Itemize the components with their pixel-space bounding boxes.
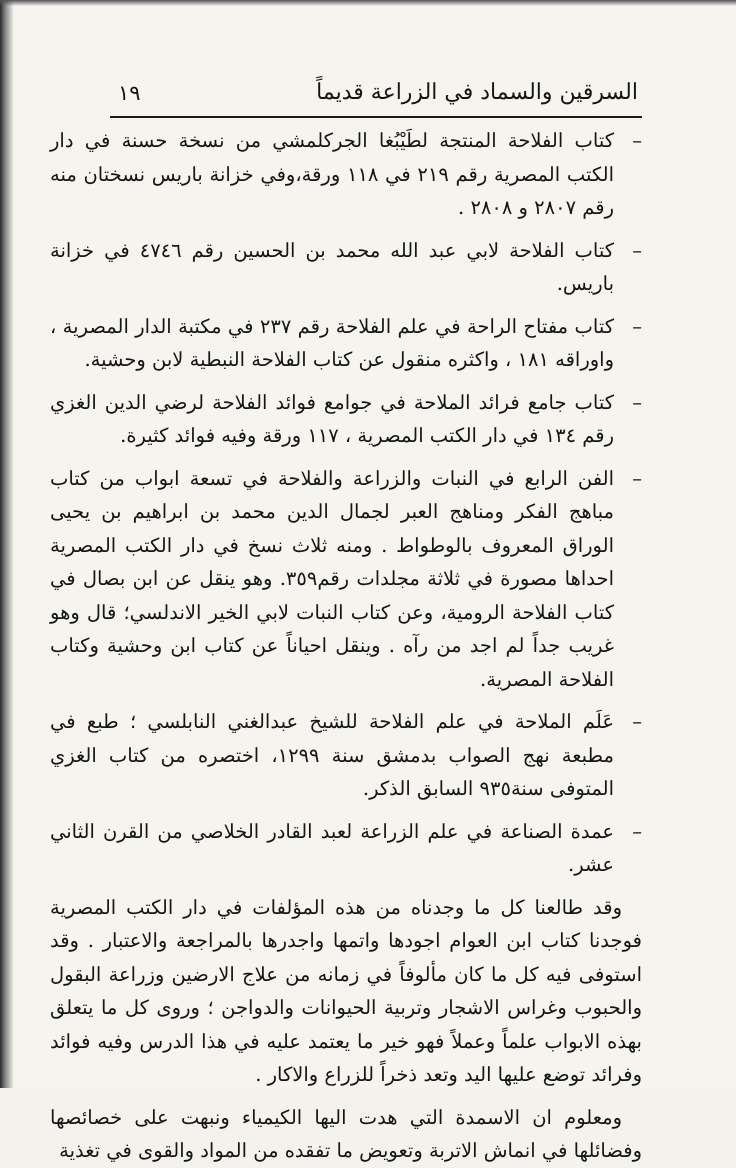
list-dash: – xyxy=(632,710,642,733)
list-item-text: كتاب الفلاحة المنتجة لطَيْبُغا الجركلمشي من نسخة حسنة في دار الكتب المصرية رقم ٢١٩ في ١١٨ ورقة،وفي خزانة باريس نسختان منه رقم ٢٨٠٧ و ٢٨٠٨ . xyxy=(50,129,614,219)
list-item-text: عمدة الصناعة في علم الزراعة لعبد القادر الخلاصي من القرن الثاني عشر. xyxy=(50,819,614,876)
list-item xyxy=(50,815,642,882)
header-rule xyxy=(110,116,642,118)
list-item-text: كتاب الفلاحة لابي عبد الله محمد بن الحسين رقم ٤٧٤٦ في خزانة باريس. xyxy=(50,238,614,295)
list-item xyxy=(50,705,642,806)
list-dash: – xyxy=(632,390,642,414)
list-dash: – xyxy=(632,314,642,338)
page-shadow-top xyxy=(0,0,736,6)
list-item xyxy=(50,234,642,301)
list-dash: – xyxy=(632,819,642,843)
page-shadow-left xyxy=(0,0,14,1088)
list-dash: – xyxy=(632,129,642,152)
list-item xyxy=(50,386,642,453)
list-item-text: عَلَم الملاحة في علم الفلاحة للشيخ عبدالغني النابلسي ؛ طبع في مطبعة نهج الصواب بدمشق سنة ١٢٩٩، اختصره من كتاب الغزي المتوفى سنة٩٣٥ السابق الذكر. xyxy=(50,710,614,800)
list-dash: – xyxy=(632,238,642,262)
body-paragraph: وقد طالعنا كل ما وجدناه من هذه المؤلفات في دار الكتب المصرية فوجدنا كتاب ابن العوام اجودها واتمها واجدرها بالمراجعة والاعتبار . وقد استوفى فيه كل ما كان مألوفاً في زمانه من علاج الارضين وزراعة البقول والحبوب وغراس الاشجار وتربية الحيوانات والدواجن ؛ وروى كل ما يتعلق بهذه الابواب علماً وعملاً فهو خير ما يعتمد عليه في هذا الدرس وفيه فوائد وفرائد توضع عليها اليد وتعد ذخراً للزراع والاكار . xyxy=(50,895,642,1086)
page-header xyxy=(118,78,638,112)
running-title: السرقين والسماد في الزراعة قديماً xyxy=(316,80,638,105)
list-item-text: الفن الرابع في النبات والزراعة والفلاحة في تسعة ابواب من كتاب مباهج الفكر ومناهج العبر لجمال الدين محمد بن ابراهيم بن يحيى الوراق المعروف بالوطواط . ومنه ثلاث نسخ في دار الكتب المصرية احداها مصورة في ثلاثة مجلدات رقم٣٥٩. وهو ينقل عن ابن بصال في كتاب الفلاحة الرومية، وعن كتاب النبات لابي الخير الاندلسي؛ قال وهو غريب جداً لم اجد من رآه . وينقل احياناً عن كتاب ابن وحشية وكتاب الفلاحة المصرية. xyxy=(50,466,615,691)
page-number: ١٩ xyxy=(118,81,141,105)
list-item xyxy=(50,462,642,697)
list-item xyxy=(50,124,642,225)
list-item-text: كتاب مفتاح الراحة في علم الفلاحة رقم ٢٣٧ في مكتبة الدار المصرية ، واوراقه ١٨١ ، واكثره منقول عن كتاب الفلاحة النبطية لابن وحشية. xyxy=(50,314,614,371)
list-item xyxy=(50,310,642,377)
list-item-text: كتاب جامع فرائد الملاحة في جوامع فوائد الفلاحة لرضي الدين الغزي رقم ١٣٤ في دار الكتب المصرية ، ١١٧ ورقة وفيه فوائد كثيرة. xyxy=(50,390,614,447)
page-body xyxy=(50,124,642,1162)
list-dash: – xyxy=(632,466,642,490)
body-paragraph: ومعلوم ان الاسمدة التي هدت اليها الكيمياء ونبهت على خصائصها وفضائلها في انماش الاتربة وتعويض ما تفقده من المواد والقوى في تغذية xyxy=(50,1105,642,1162)
